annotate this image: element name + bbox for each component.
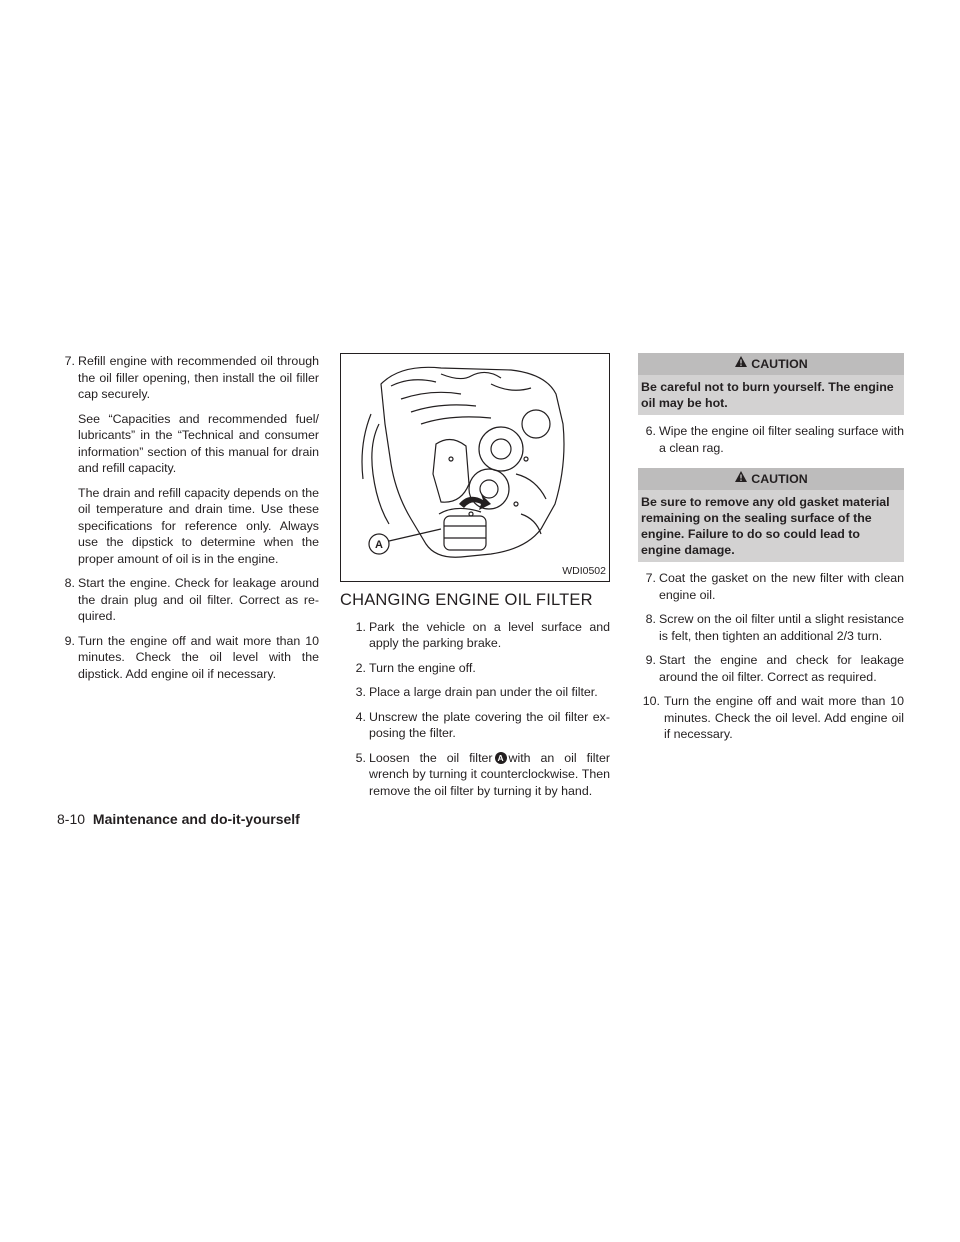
drain-capacity-paragraph: The drain and refill capacity depends on the oil temperature and drain time. Use these specifications for reference only. Always use the dipstick to determine when the proper amount of oil is in the engine.: [78, 485, 319, 566]
step-9-check-leakage: [638, 652, 904, 685]
step-number: 3.: [355, 685, 366, 699]
step-9-check-level: [57, 633, 319, 683]
caution-text: Be careful not to burn yourself. The engine oil may be hot.: [641, 380, 894, 410]
step-8-start-engine: [57, 575, 319, 625]
step-text: Screw on the oil filter until a slight resistance is felt, then tighten an additional 2/3 turn.: [659, 612, 904, 643]
step-number: 8.: [645, 612, 656, 626]
caution-box-hot-oil: [638, 353, 904, 415]
right-column: [638, 353, 904, 751]
step-number: 2.: [355, 660, 366, 675]
step-text: Start the engine and check for leakage around the oil filter. Correct as required.: [659, 653, 904, 684]
step-text: Place a large drain pan under the oil filter.: [369, 685, 598, 699]
step-text: Turn the engine off and wait more than 10 minutes. Check the oil level with the dipstick. Add engine oil if necessary.: [78, 633, 319, 681]
step-number: 9.: [645, 653, 656, 667]
capacities-paragraph: See “Capacities and recommended fuel/ lubricants” in the “Technical and consumer information” section of this manual for drain and refill capacity.: [78, 411, 319, 475]
step-10-check-level: [638, 693, 904, 743]
step-6-wipe-surface: [638, 423, 904, 456]
section-title: Maintenance and do-it-yourself: [92, 811, 300, 827]
step-2-engine-off: [348, 660, 610, 677]
step-5-loosen-filter: [348, 750, 610, 800]
step-1-park: [348, 619, 610, 652]
step-number: 10.: [642, 694, 660, 708]
step-text-pre: Loosen the oil filter: [369, 750, 493, 765]
step-7-coat-gasket: [638, 570, 904, 603]
middle-column: [340, 353, 610, 807]
engine-drawing: [341, 354, 609, 581]
step-3-drain-pan: [348, 684, 610, 701]
step-number: 7.: [645, 571, 656, 585]
step-number: 6.: [645, 424, 656, 438]
step-7-refill: [57, 353, 319, 403]
caution-title: CAUTION: [751, 471, 808, 486]
warning-icon: [734, 470, 748, 488]
page-footer: [57, 811, 300, 827]
caution-box-gasket: [638, 468, 904, 562]
figure-code: WDI0502: [562, 564, 606, 577]
step-text-post: with an oil filter wrench by turning it counterclockwise. Then remove the oil filter by turning it by hand.: [369, 750, 610, 798]
callout-a-icon: A: [495, 752, 507, 764]
engine-illustration: [340, 353, 610, 582]
step-number: 4.: [355, 709, 366, 724]
step-text: Coat the gasket on the new filter with clean engine oil.: [659, 571, 904, 602]
caution-header: [638, 468, 904, 490]
step-text: Refill engine with recommended oil through the oil filler opening, then install the oil filler cap securely.: [78, 354, 319, 401]
filter-steps: [340, 619, 610, 800]
step-number: 8.: [64, 576, 75, 590]
step-text: Park the vehicle on a level surface and apply the parking brake.: [369, 619, 610, 650]
step-number: 5.: [355, 750, 366, 765]
caution-title: CAUTION: [751, 356, 808, 371]
page-number: 8-10: [57, 811, 86, 827]
step-8-screw-filter: [638, 611, 904, 644]
step-number: 1.: [355, 619, 366, 634]
step-text: Start the engine. Check for leakage around the drain plug and oil filter. Correct as re- quired.: [78, 576, 319, 623]
warning-icon: [734, 355, 748, 373]
step-text: Unscrew the plate covering the oil filter ex- posing the filter.: [369, 709, 610, 740]
step-4-unscrew-plate: [348, 709, 610, 742]
left-column: [57, 353, 319, 690]
step-text: Turn the engine off and wait more than 10 minutes. Check the oil level. Add engine oil if necessary.: [664, 694, 904, 741]
caution-header: [638, 353, 904, 375]
step-number: 7.: [64, 354, 75, 368]
callout-a-label: A: [375, 539, 383, 551]
step-number: 9.: [64, 633, 75, 648]
step-text: Turn the engine off.: [369, 660, 476, 675]
caution-text: Be sure to remove any old gasket material remaining on the sealing surface of the engine. Failure to do so could lead to engine damage.: [641, 495, 890, 557]
step-text: Wipe the engine oil filter sealing surface with a clean rag.: [659, 424, 904, 455]
section-heading: CHANGING ENGINE OIL FILTER: [340, 591, 593, 609]
